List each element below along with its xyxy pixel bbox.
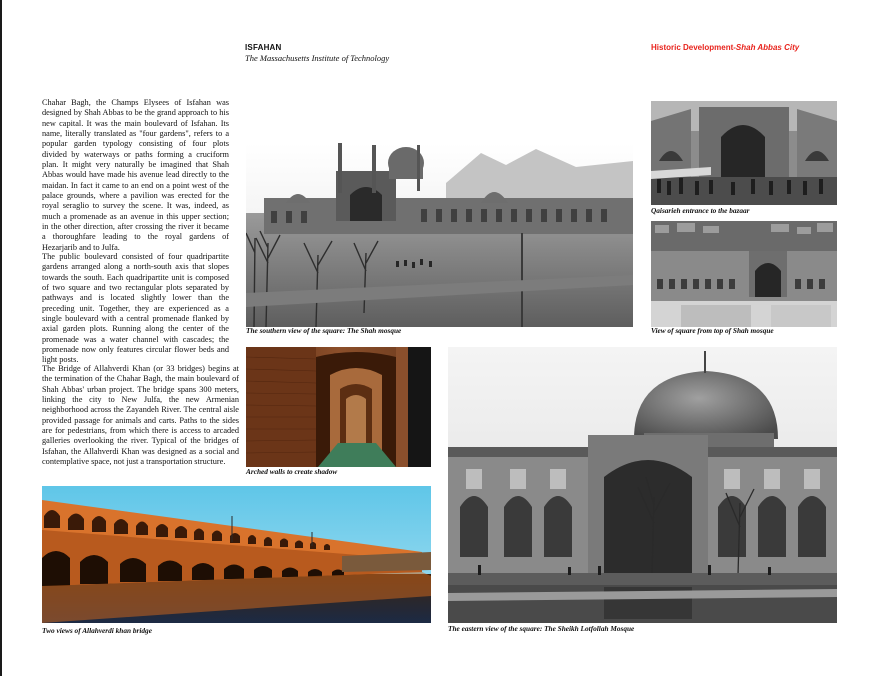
header-subtitle: The Massachusetts Institute of Technology: [245, 53, 390, 63]
photo-lotfollah-mosque: [448, 347, 837, 623]
section-title-emphasis: Shah Abbas City: [735, 43, 800, 52]
caption-shah-mosque: The southern view of the square: The Shah mosque: [246, 326, 402, 335]
caption-bazaar: Qaisarieh entrance to the bazaar: [651, 206, 750, 215]
caption-lotfollah: The eastern view of the square: The Sheikh Lotfollah Mosque: [448, 624, 635, 633]
paragraph-boulevard: The public boulevard consisted of four quadripartite gardens arranged along a north-south axis that slopes towards the south. Each quadripartite unit is composed of two square and two rectangular plots separated by pathways and is located slightly lower than the preceding unit. Together, they are experienced as a single boulevard with a central promenade flanked by axial garden plots. Running along the center of the promenade was a water channel with cascades; the promenade now only features circular flower beds and light posts.: [42, 252, 229, 365]
caption-arched-walls: Arched walls to create shadow: [246, 467, 338, 476]
photo-square-from-top: [651, 221, 837, 327]
paragraph-chahar-bagh: Chahar Bagh, the Champs Elysees of Isfahan was designed by Shah Abbas to be the grand approach to his new capital. It was the main boulevard of Isfahan. Its name, literally translated as "four gardens", refers to a popular garden typology consisting of four plots divided by waterways or paths forming a cruciform plan. It might very naturally be imagined that Shah Abbas would have made his avenue lead directly to the maidan. In fact it came to an end on a point west of the palace grounds, where a pavilion was erected for the royal seraglio to survey the scene. It was, indeed, as much a promenade as an avenue in this upper section; in the other direction, after crossing the river it became a thoroughfare leading to the royal gardens of Hezarjarib and to Julfa.: [42, 98, 229, 252]
section-title: [651, 43, 799, 52]
photo-arched-walls: [246, 347, 431, 467]
caption-bridge: Two views of Allahverdi khan bridge: [42, 626, 152, 635]
page-left-border: [0, 0, 2, 676]
photo-allahverdi-bridge: [42, 486, 431, 623]
photo-shah-mosque: [246, 143, 633, 327]
section-title-prefix: Historic Development-: [651, 43, 736, 52]
paragraph-allahverdi-bridge: The Bridge of Allahverdi Khan (or 33 bridges) begins at the termination of the Chahar Bagh, the main boulevard of Shah Abbas' urban project. The bridge spans 300 meters, linking the city to New Julfa, the new Armenian neighborhood across the Zayandeh River. The central aisle provided passage for animals and carts. Paths to the sides are for pedestrians, from which there is access to arcaded galleries overlooking the river. Typical of the bridges of Isfahan, the Allahverdi Khan was designed as a social and contemplative space, not just a transportation structure.: [42, 364, 239, 467]
photo-bazaar-entrance: [651, 101, 837, 205]
caption-square-top: View of square from top of Shah mosque: [651, 326, 774, 335]
header-title: ISFAHAN: [245, 43, 282, 52]
